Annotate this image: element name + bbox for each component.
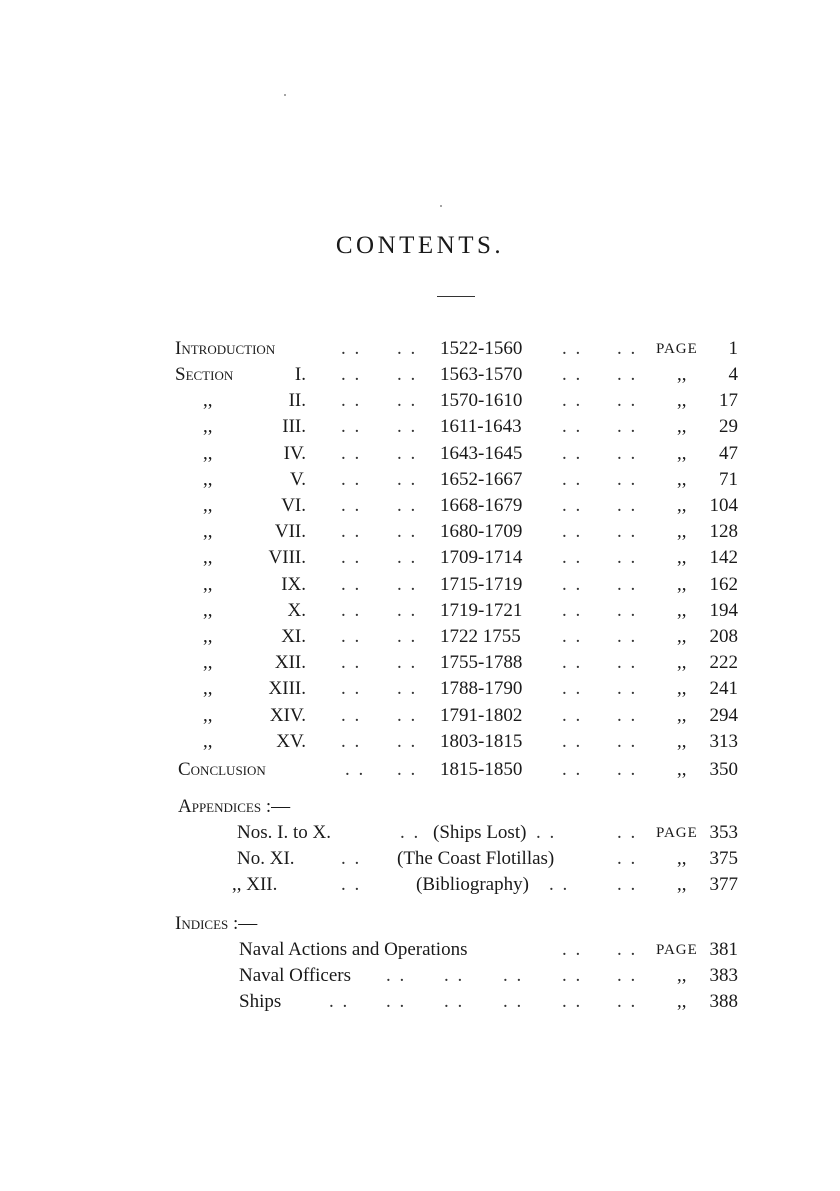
- section-number: IX.: [281, 573, 306, 595]
- dot-leader: . .: [549, 874, 570, 895]
- dot-leader: . .: [562, 364, 583, 385]
- page-label: PAGE: [656, 942, 698, 958]
- dot-leader: . .: [341, 416, 362, 438]
- dot-leader: . .: [397, 759, 418, 780]
- ditto-mark: ,,: [677, 730, 687, 752]
- ditto-mark: ,,: [203, 599, 213, 621]
- dot-leader: . .: [562, 521, 583, 543]
- ditto-mark: ,,: [677, 521, 687, 543]
- page-number: 71: [719, 468, 738, 490]
- dot-leader: . .: [617, 652, 638, 674]
- toc-row-section: [0, 414, 840, 440]
- page-number: 1: [728, 338, 738, 359]
- ditto-mark: ,,: [677, 652, 687, 674]
- ditto-mark: ,,: [203, 547, 213, 569]
- dot-leader: . .: [345, 759, 366, 780]
- dot-leader: . .: [386, 965, 407, 986]
- index-label: Naval Officers: [239, 965, 352, 986]
- page-number: 4: [728, 364, 738, 385]
- dot-leader: . .: [562, 547, 583, 569]
- dot-leader: . .: [341, 573, 362, 595]
- dot-leader: . .: [562, 495, 583, 516]
- ditto-mark: ,,: [203, 573, 213, 595]
- index-label: Ships: [239, 991, 282, 1012]
- ditto-mark: ,,: [677, 547, 687, 569]
- dot-leader: . .: [397, 573, 418, 595]
- dot-leader: . .: [341, 390, 362, 412]
- dot-leader: . .: [503, 965, 524, 986]
- dot-leader: . .: [397, 442, 418, 464]
- section-number: VII.: [274, 521, 306, 543]
- page-label: PAGE: [656, 825, 698, 841]
- toc-row-section: [0, 703, 840, 729]
- dot-leader: . .: [562, 965, 583, 986]
- entry-years: 1815-1850: [440, 759, 523, 780]
- dot-leader: . .: [562, 652, 583, 674]
- toc-row-section: [0, 362, 840, 388]
- section-number: II.: [288, 390, 306, 412]
- dot-leader: . .: [562, 468, 583, 490]
- index-row: [0, 963, 840, 989]
- dot-leader: . .: [341, 599, 362, 621]
- toc-row-section: [0, 624, 840, 650]
- contents-title: CONTENTS.: [335, 232, 505, 259]
- entry-years: 1803-1815: [440, 730, 523, 752]
- appendix-row: [0, 872, 840, 898]
- dot-leader: . .: [617, 547, 638, 569]
- toc-row-section: [0, 676, 840, 702]
- toc-row-section: [0, 598, 840, 624]
- ditto-mark: ,,: [203, 442, 213, 464]
- ditto-mark: ,,: [677, 965, 687, 986]
- entry-years: 1668-1679: [440, 495, 523, 516]
- dot-leader: . .: [329, 991, 350, 1012]
- ditto-mark: ,,: [677, 704, 687, 726]
- ditto-mark: ,,: [677, 442, 687, 464]
- toc-row-section: [0, 572, 840, 598]
- dot-leader: . .: [562, 991, 583, 1012]
- dot-leader: . .: [617, 468, 638, 490]
- dot-leader: . .: [617, 939, 638, 960]
- page-number: 388: [709, 991, 738, 1012]
- ditto-mark: ,,: [203, 730, 213, 752]
- ditto-mark: ,,: [677, 468, 687, 490]
- appendix-row: [0, 846, 840, 872]
- page-number: 162: [709, 573, 738, 595]
- section-number: VI.: [281, 495, 306, 516]
- dot-leader: . .: [397, 652, 418, 674]
- appendix-description: (The Coast Flotillas): [397, 848, 555, 869]
- indices-heading: Indices :—: [175, 913, 258, 934]
- dot-leader: . .: [444, 965, 465, 986]
- dot-leader: . .: [397, 599, 418, 621]
- entry-years: 1719-1721: [440, 599, 523, 621]
- dot-leader: . .: [617, 495, 638, 516]
- entry-label: Conclusion: [178, 759, 266, 780]
- dot-leader: . .: [562, 338, 583, 359]
- section-number: I.: [294, 364, 306, 385]
- section-number: III.: [282, 416, 306, 438]
- dot-leader: . .: [617, 678, 638, 700]
- dot-leader: . .: [536, 822, 557, 843]
- dot-leader: . .: [562, 390, 583, 412]
- entry-years: 1563-1570: [440, 364, 523, 385]
- toc-row-section: [0, 493, 840, 519]
- page-number: 353: [709, 822, 738, 843]
- toc-row-conclusion: [0, 757, 840, 783]
- page-number: 241: [709, 678, 738, 700]
- ditto-mark: ,,: [677, 364, 687, 385]
- appendices-heading-row: [0, 794, 840, 820]
- entry-years: 1715-1719: [440, 573, 523, 595]
- dot-leader: . .: [562, 442, 583, 464]
- appendix-description: (Bibliography): [416, 874, 529, 895]
- appendix-description: (Ships Lost): [433, 822, 527, 843]
- ditto-mark: ,,: [203, 390, 213, 412]
- appendix-label: No. XI.: [237, 848, 295, 869]
- toc-row-section: [0, 729, 840, 755]
- ditto-mark: ,,: [203, 521, 213, 543]
- dot-leader: . .: [397, 704, 418, 726]
- toc-row-section: [0, 441, 840, 467]
- dot-leader: . .: [562, 416, 583, 438]
- section-number: XIV.: [269, 704, 306, 726]
- dot-leader: . .: [397, 468, 418, 490]
- page-number: 381: [709, 939, 738, 960]
- page-number: 294: [709, 704, 738, 726]
- dot-leader: . .: [617, 759, 638, 780]
- page-number: 142: [709, 547, 738, 569]
- page-number: 47: [719, 442, 738, 464]
- page-number: 17: [719, 390, 738, 412]
- dot-leader: . .: [341, 338, 362, 359]
- dot-leader: . .: [617, 822, 638, 843]
- dot-leader: . .: [341, 652, 362, 674]
- index-row: [0, 937, 840, 963]
- dot-leader: . .: [341, 848, 362, 869]
- section-number: XV.: [276, 730, 306, 752]
- dot-leader: . .: [617, 991, 638, 1012]
- dot-leader: . .: [617, 730, 638, 752]
- dot-leader: . .: [341, 547, 362, 569]
- dot-leader: . .: [617, 704, 638, 726]
- appendix-row: [0, 820, 840, 846]
- toc-row-section: [0, 388, 840, 414]
- dot-leader: . .: [397, 521, 418, 543]
- ditto-mark: ,,: [677, 599, 687, 621]
- section-number: XI.: [281, 626, 306, 647]
- ditto-mark: ,,: [677, 874, 687, 895]
- dot-leader: . .: [397, 626, 418, 647]
- page-number: 104: [709, 495, 738, 516]
- dot-leader: . .: [562, 678, 583, 700]
- entry-years: 1611-1643: [440, 416, 522, 438]
- appendices-heading: Appendices :—: [178, 796, 291, 817]
- dot-leader: . .: [617, 416, 638, 438]
- dot-leader: . .: [341, 874, 362, 895]
- page-label: PAGE: [656, 341, 698, 357]
- index-label: Naval Actions and Operations: [239, 939, 468, 960]
- entry-years: 1755-1788: [440, 652, 523, 674]
- page-number: 377: [709, 874, 738, 895]
- page-number: 383: [709, 965, 738, 986]
- dot-leader: . .: [341, 364, 362, 385]
- toc-row-section: [0, 467, 840, 493]
- dot-leader: . .: [397, 416, 418, 438]
- toc-row-section: [0, 650, 840, 676]
- dot-leader: . .: [341, 468, 362, 490]
- ditto-mark: ,,: [203, 626, 213, 647]
- dot-leader: . .: [397, 338, 418, 359]
- ditto-mark: ,,: [203, 468, 213, 490]
- dot-leader: . .: [617, 390, 638, 412]
- entry-years: 1680-1709: [440, 521, 523, 543]
- dot-leader: . .: [397, 730, 418, 752]
- dot-leader: . .: [617, 874, 638, 895]
- dot-leader: . .: [617, 338, 638, 359]
- dot-leader: . .: [341, 704, 362, 726]
- page-number: 313: [709, 730, 738, 752]
- section-number: VIII.: [268, 547, 306, 569]
- dot-leader: . .: [341, 678, 362, 700]
- dot-leader: . .: [617, 364, 638, 385]
- ditto-mark: ,,: [677, 626, 687, 647]
- ditto-mark: ,,: [677, 848, 687, 869]
- dot-leader: . .: [503, 991, 524, 1012]
- dot-leader: . .: [341, 626, 362, 647]
- entry-years: 1643-1645: [440, 442, 523, 464]
- dot-leader: . .: [341, 521, 362, 543]
- page-number: 194: [709, 599, 738, 621]
- appendix-label: Nos. I. to X.: [237, 822, 331, 843]
- ditto-mark: ,,: [677, 991, 687, 1012]
- dot-leader: . .: [341, 730, 362, 752]
- section-label: Section: [175, 364, 234, 385]
- page-number: 222: [709, 652, 738, 674]
- entry-years: 1791-1802: [440, 704, 523, 726]
- ditto-mark: ,,: [677, 390, 687, 412]
- ditto-mark: ,,: [203, 704, 213, 726]
- entry-years: 1570-1610: [440, 390, 523, 412]
- ditto-mark: ,,: [203, 416, 213, 438]
- section-number: V.: [289, 468, 306, 490]
- ditto-mark: ,,: [677, 759, 687, 780]
- appendix-label: ,, XII.: [232, 874, 278, 895]
- dot-leader: . .: [562, 759, 583, 780]
- dot-leader: . .: [400, 822, 421, 843]
- page-number: 208: [709, 626, 738, 647]
- entry-years: 1522-1560: [440, 338, 523, 359]
- dot-leader: . .: [397, 364, 418, 385]
- ditto-mark: ,,: [677, 678, 687, 700]
- page-number: 350: [709, 759, 738, 780]
- dot-leader: . .: [617, 626, 638, 647]
- dot-leader: . .: [444, 991, 465, 1012]
- toc-row-section: [0, 519, 840, 545]
- dot-leader: . .: [562, 573, 583, 595]
- dot-leader: . .: [617, 599, 638, 621]
- ditto-mark: ,,: [677, 495, 687, 516]
- entry-years: 1722 1755: [440, 626, 521, 647]
- ditto-mark: ,,: [203, 678, 213, 700]
- page-number: 29: [719, 416, 738, 438]
- dot-leader: . .: [397, 495, 418, 516]
- section-number: X.: [287, 599, 306, 621]
- ditto-mark: ,,: [677, 573, 687, 595]
- dot-leader: . .: [341, 495, 362, 516]
- entry-years: 1652-1667: [440, 468, 523, 490]
- dot-leader: . .: [562, 626, 583, 647]
- section-number: IV.: [283, 442, 306, 464]
- dot-leader: . .: [562, 730, 583, 752]
- dot-leader: . .: [562, 704, 583, 726]
- dot-leader: . .: [341, 442, 362, 464]
- dot-leader: . .: [397, 547, 418, 569]
- dot-leader: . .: [562, 939, 583, 960]
- ditto-mark: ,,: [203, 495, 213, 516]
- index-row: [0, 989, 840, 1015]
- ditto-mark: ,,: [677, 416, 687, 438]
- dot-leader: . .: [617, 848, 638, 869]
- toc-row-section: [0, 545, 840, 571]
- section-number: XIII.: [268, 678, 306, 700]
- section-number: XII.: [274, 652, 306, 674]
- dot-leader: . .: [617, 521, 638, 543]
- dot-leader: . .: [397, 678, 418, 700]
- indices-heading-row: [0, 911, 840, 937]
- dot-leader: . .: [617, 965, 638, 986]
- toc-row-introduction: [0, 336, 840, 362]
- dot-leader: . .: [397, 390, 418, 412]
- entry-years: 1709-1714: [440, 547, 523, 569]
- dot-leader: . .: [617, 442, 638, 464]
- entry-years: 1788-1790: [440, 678, 523, 700]
- dot-leader: . .: [617, 573, 638, 595]
- page-number: 128: [709, 521, 738, 543]
- entry-label: Introduction: [175, 338, 276, 359]
- ditto-mark: ,,: [203, 652, 213, 674]
- dot-leader: . .: [386, 991, 407, 1012]
- page-number: 375: [709, 848, 738, 869]
- dot-leader: . .: [562, 599, 583, 621]
